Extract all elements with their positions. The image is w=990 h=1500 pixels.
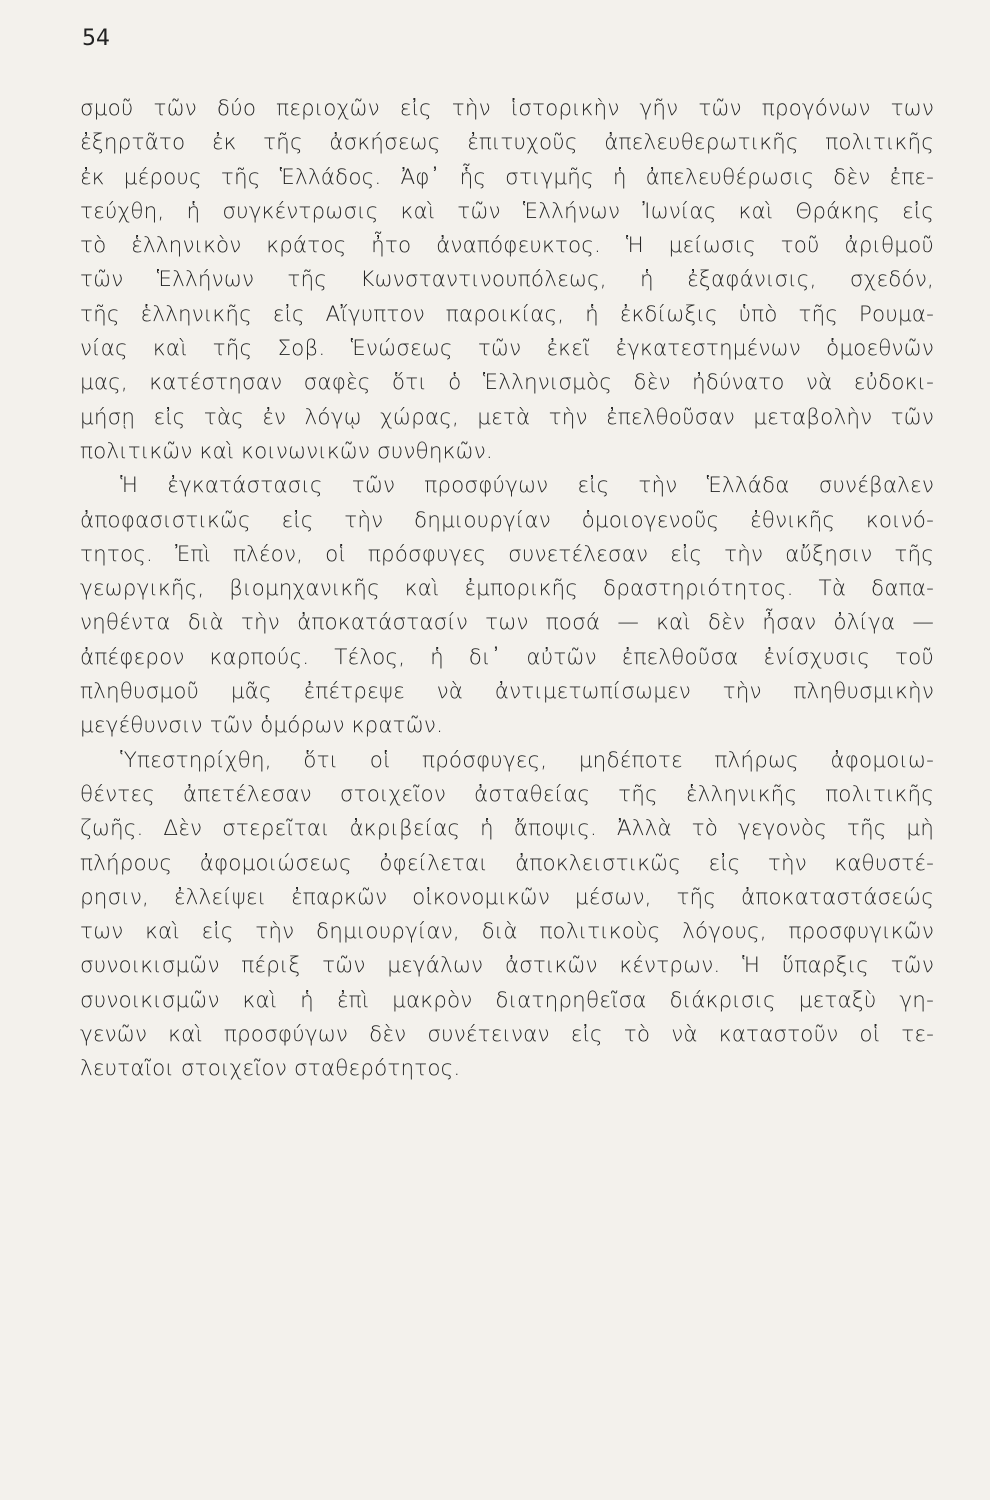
text-line: Ὑπεστηρίχθη, ὅτι οἱ πρόσφυγες, μηδέποτε πλήρως ἀφομοιω- bbox=[120, 747, 934, 773]
paragraph bbox=[80, 469, 934, 743]
text-line: Ἡ ἐγκατάστασις τῶν προσφύγων εἰς τὴν Ἑλλάδα συνέβαλεν bbox=[120, 473, 934, 499]
text-line: σμοῦ τῶν δύο περιοχῶν εἰς τὴν ἱστορικὴν γῆν τῶν προγόνων των bbox=[80, 96, 934, 121]
text-line: ἐξηρτᾶτο ἐκ τῆς ἀσκήσεως ἐπιτυχοῦς ἀπελευθερωτικῆς πολιτικῆς bbox=[80, 130, 934, 156]
text-line: νίας καὶ τῆς Σοβ. Ἑνώσεως τῶν ἐκεῖ ἐγκατεστημένων ὁμοεθνῶν bbox=[80, 336, 934, 362]
paragraph bbox=[80, 92, 934, 469]
text-line: νηθέντα διὰ τὴν ἀποκατάστασίν των ποσά — καὶ δὲν ἦσαν ὀλίγα — bbox=[80, 610, 934, 636]
text-line: τῆς ἑλληνικῆς εἰς Αἴγυπτον παροικίας, ἡ ἐκδίωξις ὑπὸ τῆς Ρουμα- bbox=[80, 301, 934, 327]
text-line: πληθυσμοῦ μᾶς ἐπέτρεψε νὰ ἀντιμετωπίσωμεν τὴν πληθυσμικὴν bbox=[80, 679, 934, 705]
text-line: γενῶν καὶ προσφύγων δὲν συνέτειναν εἰς τὸ νὰ καταστοῦν οἱ τε- bbox=[80, 1022, 934, 1048]
paragraph bbox=[80, 744, 934, 1087]
text-line: μας, κατέστησαν σαφὲς ὅτι ὁ Ἑλληνισμὸς δὲν ἠδύνατο νὰ εὐδοκι- bbox=[80, 370, 934, 396]
text-line: θέντες ἀπετέλεσαν στοιχεῖον ἀσταθείας τῆς ἑλληνικῆς πολιτικῆς bbox=[80, 781, 934, 807]
text-line: μήσῃ εἰς τὰς ἐν λόγῳ χώρας, μετὰ τὴν ἐπελθοῦσαν μεταβολὴν τῶν bbox=[80, 404, 934, 430]
text-line: ἀποφασιστικῶς εἰς τὴν δημιουργίαν ὁμοιογενοῦς ἐθνικῆς κοινό- bbox=[80, 507, 934, 533]
text-line: ζωῆς. Δὲν στερεῖται ἀκριβείας ἡ ἄποψις. Ἀλλὰ τὸ γεγονὸς τῆς μὴ bbox=[80, 816, 934, 842]
page-number: 54 bbox=[82, 26, 110, 51]
text-line: των καὶ εἰς τὴν δημιουργίαν, διὰ πολιτικοὺς λόγους, προσφυγικῶν bbox=[80, 919, 934, 945]
text-line: συνοικισμῶν καὶ ἡ ἐπὶ μακρὸν διατηρηθεῖσα διάκρισις μεταξὺ γη- bbox=[80, 987, 934, 1013]
text-line: λευταῖοι στοιχεῖον σταθερότητος. bbox=[80, 1056, 461, 1082]
text-line: πολιτικῶν καὶ κοινωνικῶν συνθηκῶν. bbox=[80, 438, 493, 464]
text-line: τητος. Ἐπὶ πλέον, οἱ πρόσφυγες συνετέλεσαν εἰς τὴν αὔξησιν τῆς bbox=[80, 541, 934, 567]
text-line: συνοικισμῶν πέριξ τῶν μεγάλων ἀστικῶν κέντρων. Ἡ ὕπαρξις τῶν bbox=[80, 953, 934, 979]
text-line: ἐκ μέρους τῆς Ἑλλάδος. Ἀφ᾽ ἧς στιγμῆς ἡ ἀπελευθέρωσις δὲν ἐπε- bbox=[80, 164, 934, 190]
text-line: μεγέθυνσιν τῶν ὁμόρων κρατῶν. bbox=[80, 713, 444, 739]
text-line: τεύχθη, ἡ συγκέντρωσις καὶ τῶν Ἑλλήνων Ἰωνίας καὶ Θράκης εἰς bbox=[80, 198, 934, 224]
body-text bbox=[80, 92, 934, 1087]
text-line: τὸ ἑλληνικὸν κράτος ἦτο ἀναπόφευκτος. Ἡ μείωσις τοῦ ἀριθμοῦ bbox=[80, 233, 934, 259]
text-line: ρησιν, ἐλλείψει ἐπαρκῶν οἰκονομικῶν μέσων, τῆς ἀποκαταστάσεώς bbox=[80, 884, 934, 910]
text-line: γεωργικῆς, βιομηχανικῆς καὶ ἐμπορικῆς δραστηριότητος. Τὰ δαπα- bbox=[80, 576, 934, 602]
text-line: πλήρους ἀφομοιώσεως ὀφείλεται ἀποκλειστικῶς εἰς τὴν καθυστέ- bbox=[80, 850, 934, 876]
text-line: ἀπέφερον καρπούς. Τέλος, ἡ δι᾽ αὐτῶν ἐπελθοῦσα ἐνίσχυσις τοῦ bbox=[80, 644, 934, 670]
text-line: τῶν Ἑλλήνων τῆς Κωνσταντινουπόλεως, ἡ ἐξαφάνισις, σχεδόν, bbox=[80, 267, 934, 293]
